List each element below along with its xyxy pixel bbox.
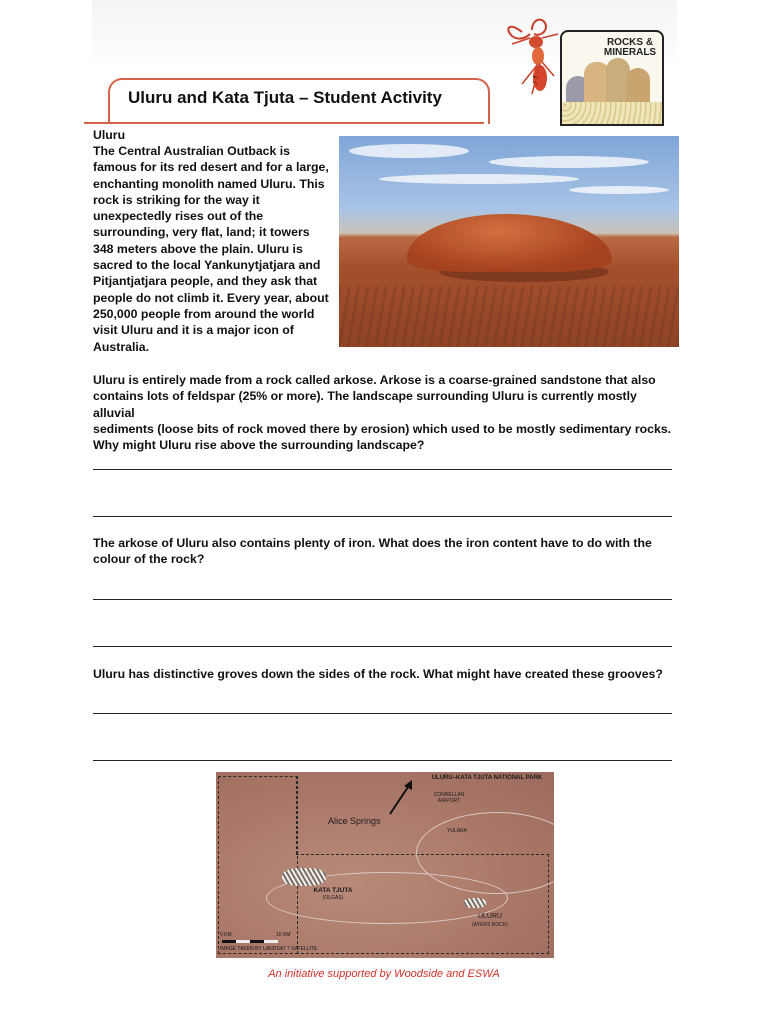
answer-line[interactable]: [93, 599, 672, 600]
arkose-paragraph: [93, 372, 678, 453]
cloud: [379, 174, 579, 184]
answer-line[interactable]: [93, 516, 672, 517]
scale-left-label: 0 KM: [220, 932, 232, 938]
cloud: [489, 156, 649, 168]
page-title: Uluru and Kata Tjuta – Student Activity: [128, 88, 442, 107]
text-line: people do not climb it. Every year, about: [93, 290, 329, 305]
text-line: 348 meters above the plain. Uluru is: [93, 241, 303, 256]
grooves-question: [93, 666, 678, 682]
text-line: unexpectedly rises out of the: [93, 209, 264, 224]
desert-scrub: [339, 286, 679, 347]
question-line: The arkose of Uluru also contains plenty of iron. What does the iron content have to do with the: [93, 536, 652, 550]
text-line: rock is striking for the way it: [93, 192, 260, 207]
answer-line[interactable]: [93, 469, 672, 470]
north-arrow-icon: [386, 778, 416, 818]
kata-tjuta-rocks: [282, 868, 326, 886]
answer-line[interactable]: [93, 646, 672, 647]
logo-frame: [560, 30, 664, 126]
park-boundary: [296, 776, 297, 854]
cloud: [569, 186, 669, 194]
logo-line-1: ROCKS &: [606, 37, 654, 48]
connellan-line-2: AIRPORT: [437, 798, 461, 804]
logo-line-2: MINERALS: [603, 47, 657, 58]
map-scale-bar: [222, 940, 278, 943]
logo-ground: [562, 102, 662, 124]
iron-question: [93, 535, 678, 568]
scale-right-label: 10 KM: [276, 932, 291, 938]
kata-tjuta-sub-label: (OLGAS): [322, 895, 344, 901]
answer-line[interactable]: [93, 760, 672, 761]
text-line: visit Uluru and it is a major icon of: [93, 323, 294, 338]
park-title-label: ULURU–KATA TJUTA NATIONAL PARK: [431, 775, 543, 781]
text-line: sediments (loose bits of rock moved there by erosion) which used to be mostly sedimentary rocks.: [93, 421, 672, 436]
alice-springs-label: Alice Springs: [328, 816, 381, 826]
text-line: Australia.: [93, 339, 150, 354]
intro-paragraph: [93, 143, 333, 355]
section-heading-uluru: Uluru: [93, 128, 126, 142]
uluru-sub-label: (AYERS ROCK): [472, 922, 508, 928]
text-line: contains lots of feldspar (25% or more). The landscape surrounding Uluru is currently mostly alluvial: [93, 389, 637, 420]
rocks-minerals-logo: [502, 14, 666, 126]
text-line: surrounding, very flat, land; it towers: [93, 225, 310, 240]
footer-credit: An initiative supported by Woodside and ESWA: [268, 968, 500, 980]
national-park-map: [216, 772, 554, 958]
uluru-rock: [407, 214, 612, 272]
question-line: colour of the rock?: [93, 552, 205, 567]
map-credit: IMAGE TAKEN BY LANDSAT 7 SATELLITE: [220, 946, 318, 952]
answer-line[interactable]: [93, 713, 672, 714]
text-line: Pitjantjatjara people, and they ask that: [93, 274, 318, 289]
park-boundary: [218, 776, 298, 954]
text-line: enchanting monolith named Uluru. This: [93, 176, 325, 191]
uluru-photo: [339, 136, 679, 347]
text-line: 250,000 people from around the world: [93, 306, 315, 321]
cloud: [349, 144, 469, 158]
connellan-airport-label: [432, 792, 466, 804]
uluru-label: ULURU: [477, 913, 503, 920]
question-line: Uluru has distinctive groves down the sides of the rock. What might have created these grooves?: [93, 667, 663, 681]
text-line: sacred to the local Yankunytjatjara and: [93, 258, 321, 273]
text-line: The Central Australian Outback is: [93, 144, 291, 158]
yulara-label: YULARA: [446, 828, 467, 834]
kata-tjuta-label: KATA TJUTA: [313, 887, 353, 894]
text-line: famous for its red desert and for a large,: [93, 160, 329, 175]
text-line: Uluru is entirely made from a rock called arkose. Arkose is a coarse-grained sandstone that also: [93, 373, 656, 387]
logo-rock: [626, 68, 650, 102]
logo-title: [598, 38, 662, 58]
uluru-rock-marker: [464, 898, 486, 908]
connellan-line-1: CONNELLAN: [433, 792, 465, 798]
question-line: Why might Uluru rise above the surrounding landscape?: [93, 438, 425, 453]
title-underline: [84, 122, 484, 124]
